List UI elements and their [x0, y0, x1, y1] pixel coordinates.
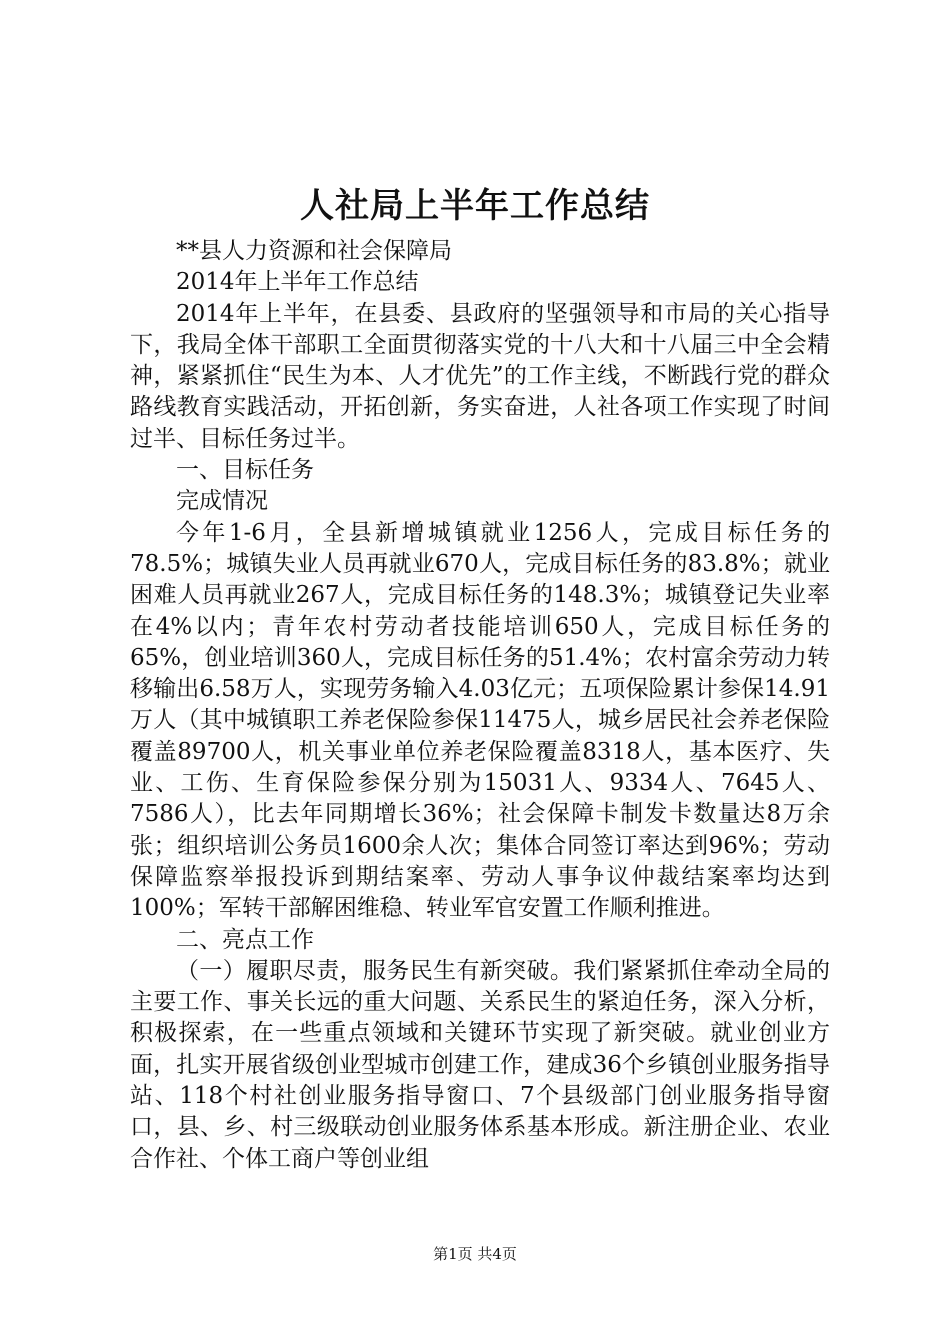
page-footer: 第1页 共4页 [433, 1245, 517, 1263]
intro-paragraph: 2014年上半年，在县委、县政府的坚强领导和市局的关心指导下，我局全体干部职工全面贯彻落实党的十八大和十八届三中全会精神，紧紧抓住“民生为本、人才优先”的工作主线，不断践行党的群众路线教育实践活动，开拓创新，务实奋进，人社各项工作实现了时间过半、目标任务过半。 [130, 300, 830, 452]
section-heading-highlights: 二、亮点工作 [176, 926, 314, 953]
subheading-completion: 完成情况 [176, 488, 268, 515]
highlights-paragraph: （一）履职尽责，服务民生有新突破。我们紧紧抓住牵动全局的主要工作、事关长远的重大问题、关系民生的紧迫任务，深入分析，积极探索，在一些重点领域和关键环节实现了新突破。就业创业方面，扎实开展省级创业型城市创建工作，建成36个乡镇创业服务指导站、118个村社创业服务指导窗口、7个县级部门创业服务指导窗口，县、乡、村三级联动创业服务体系基本形成。新注册企业、农业合作社、个体工商户等创业组 [130, 957, 830, 1172]
subtitle-line: 2014年上半年工作总结 [176, 269, 419, 296]
document-body [130, 236, 830, 1175]
org-name-line: **县人力资源和社会保障局 [176, 238, 452, 264]
section-heading-goals: 一、目标任务 [176, 457, 314, 484]
completion-paragraph: 今年1-6月，全县新增城镇就业1256人，完成目标任务的78.5%；城镇失业人员再就业670人，完成目标任务的83.8%；就业困难人员再就业267人，完成目标任务的148.3%；城镇登记失业率在4%以内；青年农村劳动者技能培训650人，完成目标任务的65%，创业培训360人，完成目标任务的51.4%；农村富余劳动力转移输出6.58万人，实现劳务输入4.03亿元；五项保险累计参保14.91万人（其中城镇职工养老保险参保11475人，城乡居民社会养老保险覆盖89700人，机关事业单位养老保险覆盖8318人，基本医疗、失业、工伤、生育保险参保分别为15031人、9334人、7645人、7586人），比去年同期增长36%；社会保障卡制发卡数量达8万余张；组织培训公务员1600余人次；集体合同签订率达到96%；劳动保障监察举报投诉到期结案率、劳动人事争议仲裁结案率均达到100%；军转干部解困维稳、转业军官安置工作顺利推进。 [130, 519, 830, 922]
document-title: 人社局上半年工作总结 [300, 186, 650, 226]
